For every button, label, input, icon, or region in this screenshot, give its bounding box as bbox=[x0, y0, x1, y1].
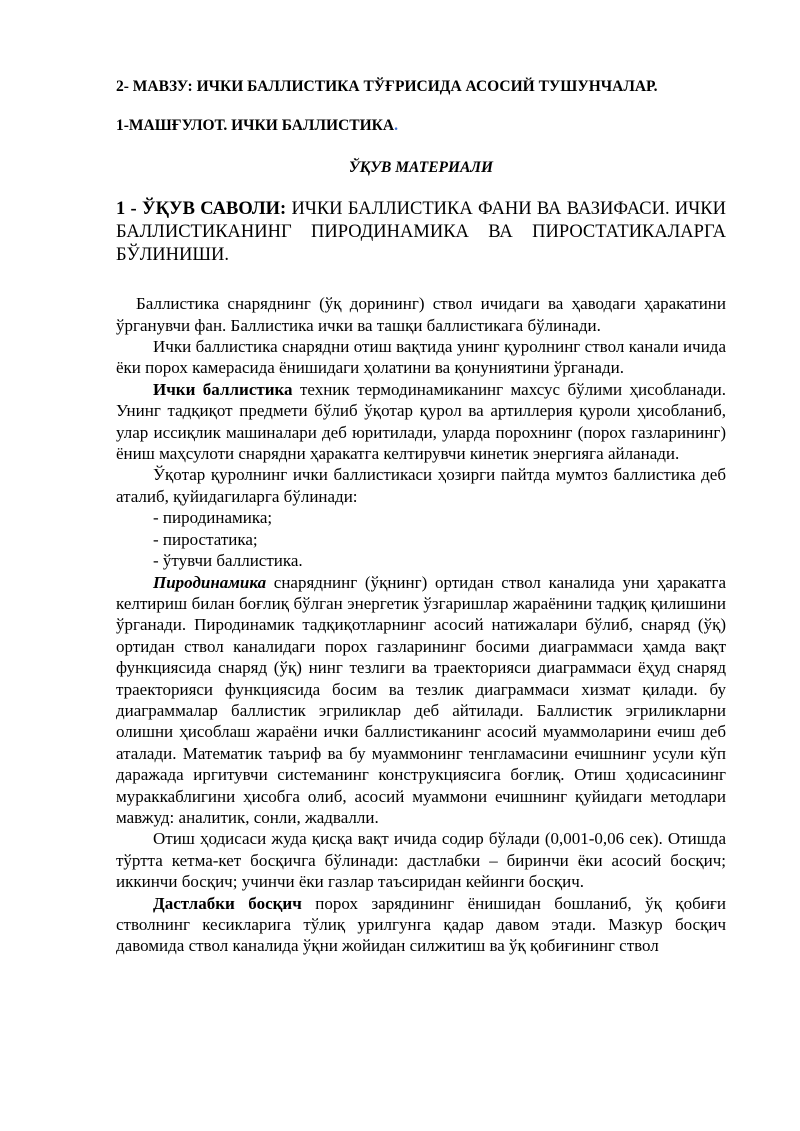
paragraph-3-text: техник термодинамиканинг махсус бўлими ҳисобланади. Унинг тадқиқот предмети бўлиб ўқотар қурол ва артиллерия қуроли ҳисобланиб, улар иссиқлик машиналари деб юритилади, уларда порохнинг (порох газларининг) ёниш маҳсулоти снарядни ҳаракатга келтирувчи кинетик энергияга айланади. bbox=[116, 379, 727, 464]
lesson-heading-dot: . bbox=[394, 117, 398, 135]
paragraph-1: Баллистика снаряднинг (ўқ дорининг) ствол ичидаги ва ҳаводаги ҳаракатини ўрганувчи фан. Баллистика ички ва ташқи баллистикага бўлинади. bbox=[116, 294, 726, 335]
question-text: ИЧКИ БАЛЛИСТИКА ФАНИ ВА ВАЗИФАСИ. ИЧКИ БАЛЛИСТИКАНИНГ ПИРОДИНАМИКА ВА ПИРОСТАТИКАЛАРГА БЎЛИНИШИ. bbox=[116, 199, 726, 266]
paragraph-5-text: снаряднинг (ўқнинг) ортидан ствол каналида уни ҳаракатга келтириш билан боғлиқ бўлган энергетик ўзгаришлар жараёнини тадқиқ қилишини ўрганади. Пиродинамик тадқиқотларнинг асосий натижалари бўлиб, снаряд (ўқ) ортидан ствол каналидаги порох газларининг босими диаграммаси ҳамда вақт функциясида снаряд (ўқ) нинг тезлиги ва траекторияси диаграммаси ёҳуд снаряд траекторияси функциясида босим ва тезлик диаграммаси хизмат қилади. бу диаграммалар баллистик эгриликлар деб айтилади. Баллистик эгриликларни олишни ҳисоблаш жараёни ички баллистиканинг асосий муаммоларини ечиш деб аталади. Математик таъриф ва бу муаммонинг тенгламасини ечишнинг усули кўп даражада иргитувчи системанинг конструкциясига боғлиқ. Отиш ҳодисасининг мураккаблигини ҳисобга олиб, асосий муаммони ечишнинг қуйидаги методлари мавжуд: аналитик, сонли, жадвалли. bbox=[116, 572, 726, 827]
paragraph-5 bbox=[116, 572, 726, 829]
question-label: 1 - ЎҚУВ САВОЛИ: bbox=[116, 199, 287, 220]
term-pyrodynamics: Пиродинамика bbox=[153, 572, 267, 592]
paragraph-2: Ички баллистика снарядни отиш вақтида унинг қуролнинг ствол канали ичида ёки порох камерасида ёнишидаги ҳолатини ва қонуниятини ўрганади. bbox=[116, 337, 726, 378]
paragraph-4: Ўқотар қуролнинг ички баллистикаси ҳозирги пайтда мумтоз баллистика деб аталиб, қуйидагиларга бўлинади: bbox=[116, 465, 726, 506]
document-page bbox=[116, 76, 726, 957]
topic-heading: 2- МАВЗУ: ИЧКИ БАЛЛИСТИКА ТЎҒРИСИДА АСОСИЙ ТУШУНЧАЛАР. bbox=[116, 78, 658, 95]
material-heading: ЎҚУВ МАТЕРИАЛИ bbox=[348, 158, 494, 176]
list-item: - ўтувчи баллистика. bbox=[153, 551, 303, 571]
list-item: - пиродинамика; bbox=[153, 508, 273, 528]
paragraph-3 bbox=[116, 379, 726, 465]
division-list bbox=[116, 507, 726, 571]
paragraph-7-text: порох зарядининг ёнишидан бошланиб, ўқ қобиғи стволнинг кесикларига тўлиқ урилгунга қадар давом этади. Мазкур босқич давомида ствол каналида ўқни жойидан силжитиш ва ўқ қобиғининг ствол bbox=[116, 893, 726, 956]
paragraph-6: Отиш ҳодисаси жуда қисқа вақт ичида содир бўлади (0,001-0,06 сек). Отишда тўртта кетма-кет босқичга бўлинади: дастлабки – биринчи ёки асосий босқич; иккинчи босқич; учинчи ёки газлар таъсиридан кейинги босқич. bbox=[116, 829, 726, 892]
term-initial-stage: Дастлабки босқич bbox=[153, 893, 302, 913]
lesson-heading bbox=[116, 115, 726, 136]
paragraph-7 bbox=[116, 893, 726, 957]
term-inner-ballistics: Ички баллистика bbox=[153, 379, 293, 399]
lesson-heading-text: 1-МАШҒУЛОТ. ИЧКИ БАЛЛИСТИКА bbox=[116, 117, 395, 135]
list-item: - пиростатика; bbox=[153, 529, 258, 549]
question-heading bbox=[116, 198, 726, 267]
